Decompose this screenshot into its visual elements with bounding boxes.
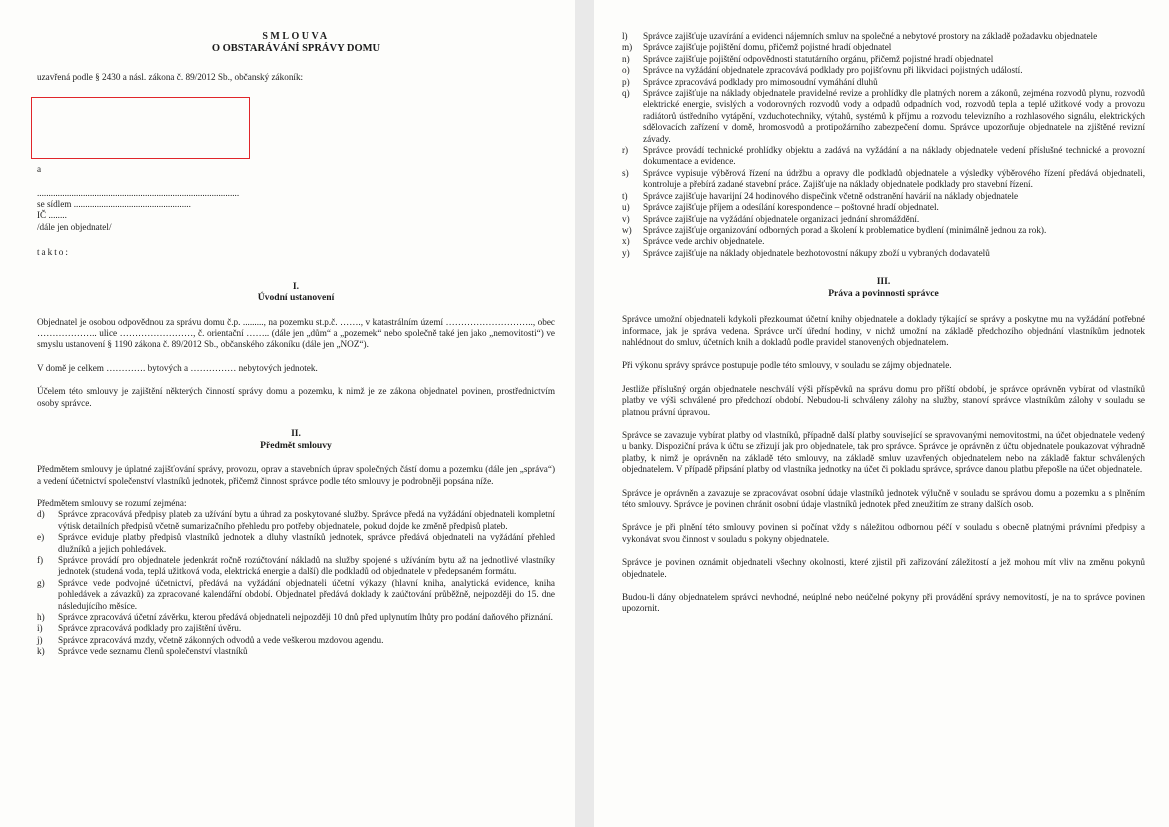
preamble: uzavřená podle § 2430 a násl. zákona č. 89/2012 Sb., občanský zákoník: [37, 71, 304, 82]
takto-line: takto: [37, 247, 70, 258]
left-page [0, 0, 575, 827]
list-item: s) Správce vypisuje výběrová řízení na údržbu a opravy dle podkladů objednatele a výsledky výběrového řízení předává objednateli, kontroluje a přebírá zadané stavební práce. Zajišťuje na náklady objednatele podklady pro stavební řízení. [622, 167, 1145, 190]
document-subtitle: O OBSTARÁVÁNÍ SPRÁVY DOMU [211, 43, 381, 55]
ic-line: IČ ........ [37, 210, 67, 221]
section-3-para-1: Správce umožní objednateli kdykoli přezkoumat účetní knihy objednatele a doklady týkající se správy a poskytne mu na vyžádání potřebné informace, jak je správa vedena. Správce určí úřední hodiny, v nichž umožní na základě předchozího objednání vlastníkům jednotek nahlédnout do smluv, účetních knih a dokladů podle pravidel stanovených objednatelem. [622, 314, 1145, 347]
section-1-para-3: Účelem této smlouvy je zajištění některých činností správy domu a pozemku, k nimž je ze zákona objednatel povinen, prostřednictvím osoby správce. [37, 386, 555, 408]
list-item: h) Správce zpracovává účetní závěrku, kterou předává objednateli nejpozději 10 dnů před uplynutím lhůty pro podání daňového přiznání. [37, 611, 553, 622]
list-item: y) Správce zajišťuje na náklady objednatele bezhotovostní nákupy zboží u vybraných dodavatelů [622, 247, 990, 258]
list-item: l) Správce zajišťuje uzavírání a evidenci nájemních smluv na společné a nebytové prostory na základě požadavku objednatele [622, 31, 1098, 41]
section-2-para-1: Předmětem smlouvy je úplatné zajišťování správy, provozu, oprav a stavebních úprav společných částí domu a pozemku (dále jen „správa“) a vedení účetnictví společenství vlastníků jednotek, přičemž činnost správce podle této smlouvy je podrobněji popsána níže. [37, 464, 555, 486]
section-3-para-6: Správce je při plnění této smlouvy povinen si počínat vždy s náležitou odbornou péčí v souladu s obecně platnými právními předpisy a vykonávat svou činnost v souladu s pokyny objednatele. [622, 522, 1145, 544]
document-title: SMLOUVA [262, 31, 330, 42]
section-1-title: Úvodní ustanovení [257, 292, 335, 304]
and-text: a [37, 164, 42, 175]
section-3-para-2: Při výkonu správy správce postupuje podle této smlouvy, v souladu se zájmy objednatele. [622, 360, 952, 371]
section-3-number: III. [876, 276, 891, 288]
document-header [37, 31, 555, 55]
list-item: m) Správce zajišťuje pojištění domu, přičemž pojistné hradí objednatel [622, 42, 892, 53]
section-3-para-4: Správce se zavazuje vybírat platby od vlastníků, případně další platby související se spravovanými nemovitostmi, na účet objednatele vedený u banky. Dispoziční práva k účtu se zřizují jak pro objednatele, tak pro správce. Správce je oprávněn z účtu objednatele poukazovat výhradně platby, k nimž je oprávněn na základě této smlouvy, na základě smluv uzavřených objednatelem nebo na základě faktur schválených objednatelem. V případě připsání platby od vlastníka jednotky na účet či pokladu správce, správce danou platbu přepošle na účet objednatele. [622, 429, 1145, 475]
section-3-para-3: Jestliže příslušný orgán objednatele neschválí výši příspěvků na správu domu pro příští období, je správce oprávněn vybírat od vlastníků platby ve výši schválené pro předchozí období. Nebudou-li schváleny zálohy na služby, stanoví správce vlastníkům zálohy v souladu se platnou právní úpravou. [622, 383, 1145, 417]
list-item: e) Správce eviduje platby předpisů vlastníků jednotek a dluhy vlastníků jednotek, správce předává objednateli na vyžádání přehled dlužníků a jejich pohledávek. [37, 532, 555, 554]
section-1-number: I. [292, 280, 300, 292]
client-line: /dále jen objednatel/ [37, 221, 112, 232]
list-item: w) Správce zajišťuje organizování odborných porad a školení k problematice bydlení (minimálně jednou za rok). [622, 224, 1047, 235]
section-2-title: Předmět smlouvy [260, 439, 332, 451]
left-item-list [37, 509, 555, 657]
list-item: k) Správce vede seznamu členů společenství vlastníků [37, 646, 248, 657]
seat-line: se sídlem ................................................... [37, 199, 191, 210]
right-page [594, 0, 1169, 827]
list-item: i) Správce zpracovává podklady pro zajištění úvěru. [37, 623, 242, 634]
right-item-list [622, 31, 1145, 259]
section-3-para-7: Správce je povinen oznámit objednateli všechny okolnosti, které zjistil při zařizování záležitostí a jež mohou mít vliv na změnu pokynů objednatele. [622, 557, 1145, 579]
redaction-box [31, 97, 250, 159]
list-item: d) Správce zpracovává předpisy plateb za užívání bytu a úhrad za poskytované služby. Správce předá na vyžádání objednateli kompletní výtisk detailních předpisů včetně sumarizačního přehledu pro potřeby objednatele, pokud dojde ke změně předpisů plateb. [37, 509, 555, 531]
list-item: v) Správce zajišťuje na vyžádání objednatele organizaci jednání shromáždění. [622, 213, 920, 224]
list-item: g) Správce vede podvojné účetnictví, předává na vyžádání objednateli účetní výkazy (hlavní kniha, analytická evidence, kniha pohledávek a závazků) za zpracované kalendářní období. Objednatel předává doklady k zaúčtování průběžně, nejpozději do 15. dne následujícího měsíce. [37, 577, 555, 611]
party-dots: ........................................................................................ [37, 187, 240, 198]
list-item: o) Správce na vyžádání objednatele zpracovává podklady pro pojišťovnu při likvidaci pojistných událostí. [622, 65, 1023, 76]
section-2-para-2: Předmětem smlouvy se rozumí zejména: [37, 497, 187, 508]
list-item: r) Správce provádí technické prohlídky objektu a zadává na vyžádání a na náklady objednatele vedení příslušné technické a provozní dokumentace a evidence. [622, 145, 1145, 167]
list-item: p) Správce zpracovává podklady pro mimosoudní vymáhání dluhů [622, 76, 878, 87]
section-2-number: II. [291, 428, 301, 440]
list-item: t) Správce zajišťuje havarijní 24 hodinového dispečink včetně odstranění havárií na náklady objednatele [622, 190, 1019, 201]
list-item: u) Správce zajišťuje příjem a odesílání korespondence – poštovné hradí objednatel. [622, 202, 939, 213]
list-item: x) Správce vede archiv objednatele. [622, 236, 765, 247]
section-3-para-5: Správce je oprávněn a zavazuje se zpracovávat osobní údaje vlastníků jednotek výlučně v souladu se správou domu a pozemku a s plněním této smlouvy. Správce je povinen chránit osobní údaje vlastníků jednotek před zneužitím ze strany dalších osob. [622, 487, 1145, 509]
list-item: f) Správce provádí pro objednatele jedenkrát ročně rozúčtování nákladů na služby spojené s užíváním bytu až na jednotlivé vlastníky jednotek (studená voda, teplá užitková voda, elektrická energie a další) dle podkladů od objednatele v předepsaném formátu. [37, 554, 555, 577]
list-item: q) Správce zajišťuje na náklady objednatele pravidelné revize a prohlídky dle platných norem a zákonů, zejména rozvodů plynu, rozvodů elektrické energie, svislých a vodorovných rozvodů vody a odpadů odpadních vod, rozvodů tepla a teplé užitkové vody a provozu radiátorů ústředního vytápění, vzduchotechniky, výtahů, systémů k příjmu a rozvodu televizního a rozhlasového signálu, elektrických sdělovacích zařízení v domě, hromosvodů a protipožárního zabezpečení domu. Správce upozorňuje objednatele na zjištěné revizní závady. [622, 88, 1145, 144]
section-1-para-1: Objednatel je osobou odpovědnou za správu domu č.p. ........., na pozemku st.p.č. ……., v katastrálním území ……………………….., obec ……………….. ulice ……………………, č. orientační …….. (dále jen „dům“ a „pozemek“ nebo společně také jen jako „nemovitosti“) ve smyslu ustanovení § 1190 zákona č. 89/2012 Sb., občanského zákoníku (dále jen „NOZ“). [37, 316, 555, 350]
list-item: j) Správce zpracovává mzdy, včetně zákonných odvodů a vede veškerou mzdovou agendu. [37, 634, 384, 645]
section-3-para-8: Budou-li dány objednatelem správci nevhodné, neúplné nebo neúčelné pokyny při provádění správy nemovitostí, je na to správce povinen upozornit. [622, 592, 1145, 614]
section-1-para-2: V domě je celkem …………. bytových a …………… nebytových jednotek. [37, 362, 318, 373]
section-3-title: Práva a povinnosti správce [828, 287, 939, 299]
list-item: n) Správce zajišťuje pojištění odpovědnosti statutárního orgánu, přičemž pojistné hradí objednatel [622, 53, 994, 64]
